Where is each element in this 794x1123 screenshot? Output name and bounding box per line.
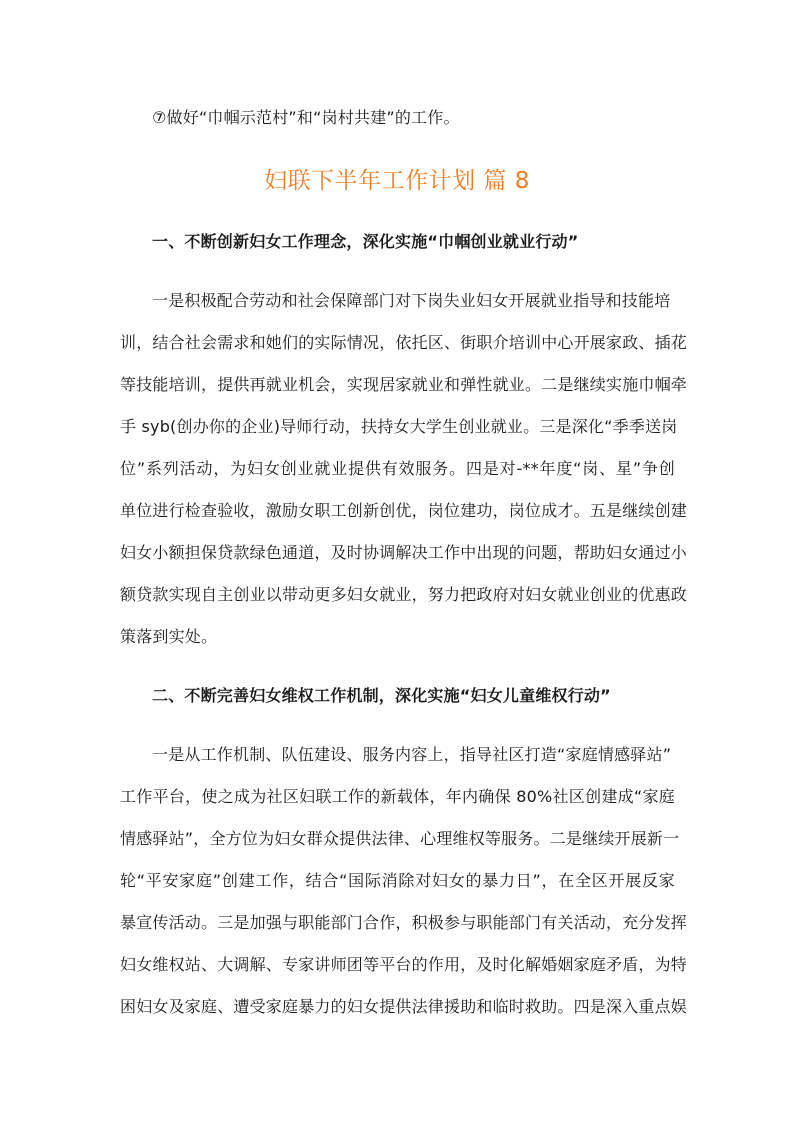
para2-line: 工作平台，使之成为社区妇联工作的新载体，年内确保 80%社区创建成“家庭 bbox=[120, 787, 675, 806]
heading-1: 一、不断创新妇女工作理念，深化实施“巾帼创业就业行动” bbox=[152, 232, 579, 251]
para1-line: 妇女小额担保贷款绿色通道，及时协调解决工作中出现的问题，帮助妇女通过小 bbox=[120, 543, 688, 562]
section-title: 妇联下半年工作计划 篇 8 bbox=[264, 168, 530, 194]
para2-line: 一是从工作机制、队伍建设、服务内容上，指导社区打造“家庭情感驿站” bbox=[152, 745, 672, 764]
para1-line: 额贷款实现自主创业以带动更多妇女就业，努力把政府对妇女就业创业的优惠政 bbox=[120, 585, 688, 604]
para2-line: 轮“平安家庭”创建工作，结合“国际消除对妇女的暴力日”，在全区开展反家 bbox=[120, 871, 675, 890]
para2-line: 妇女维权站、大调解、专家讲师团等平台的作用，及时化解婚姻家庭矛盾，为特 bbox=[120, 955, 688, 974]
para1-line: 训，结合社会需求和她们的实际情况，依托区、街职介培训中心开展家政、插花 bbox=[120, 333, 688, 352]
para1-line: 一是积极配合劳动和社会保障部门对下岗失业妇女开展就业指导和技能培 bbox=[152, 291, 671, 310]
para1-line: 等技能培训，提供再就业机会，实现居家就业和弹性就业。二是继续实施巾帼牵 bbox=[120, 375, 688, 394]
heading-2: 二、不断完善妇女维权工作机制，深化实施“妇女儿童维权行动” bbox=[152, 686, 611, 705]
para1-line: 策落到实处。 bbox=[120, 627, 218, 646]
para2-line: 困妇女及家庭、遭受家庭暴力的妇女提供法律援助和临时救助。四是深入重点娱 bbox=[120, 997, 688, 1016]
para1-line: 手 syb(创办你的企业)导师行动，扶持女大学生创业就业。三是深化“季季送岗 bbox=[120, 417, 678, 436]
para2-line: 情感驿站”，全方位为妇女群众提供法律、心理维权等服务。二是继续开展新一 bbox=[120, 829, 680, 848]
intro-item: ⑦做好“巾帼示范村”和“岗村共建”的工作。 bbox=[152, 108, 460, 127]
para1-line: 位”系列活动，为妇女创业就业提供有效服务。四是对-**年度“岗、星”争创 bbox=[120, 459, 675, 478]
para2-line: 暴宣传活动。三是加强与职能部门合作，积极参与职能部门有关活动，充分发挥 bbox=[120, 913, 688, 932]
para1-line: 单位进行检查验收，激励女职工创新创优，岗位建功，岗位成才。五是继续创建 bbox=[120, 501, 688, 520]
